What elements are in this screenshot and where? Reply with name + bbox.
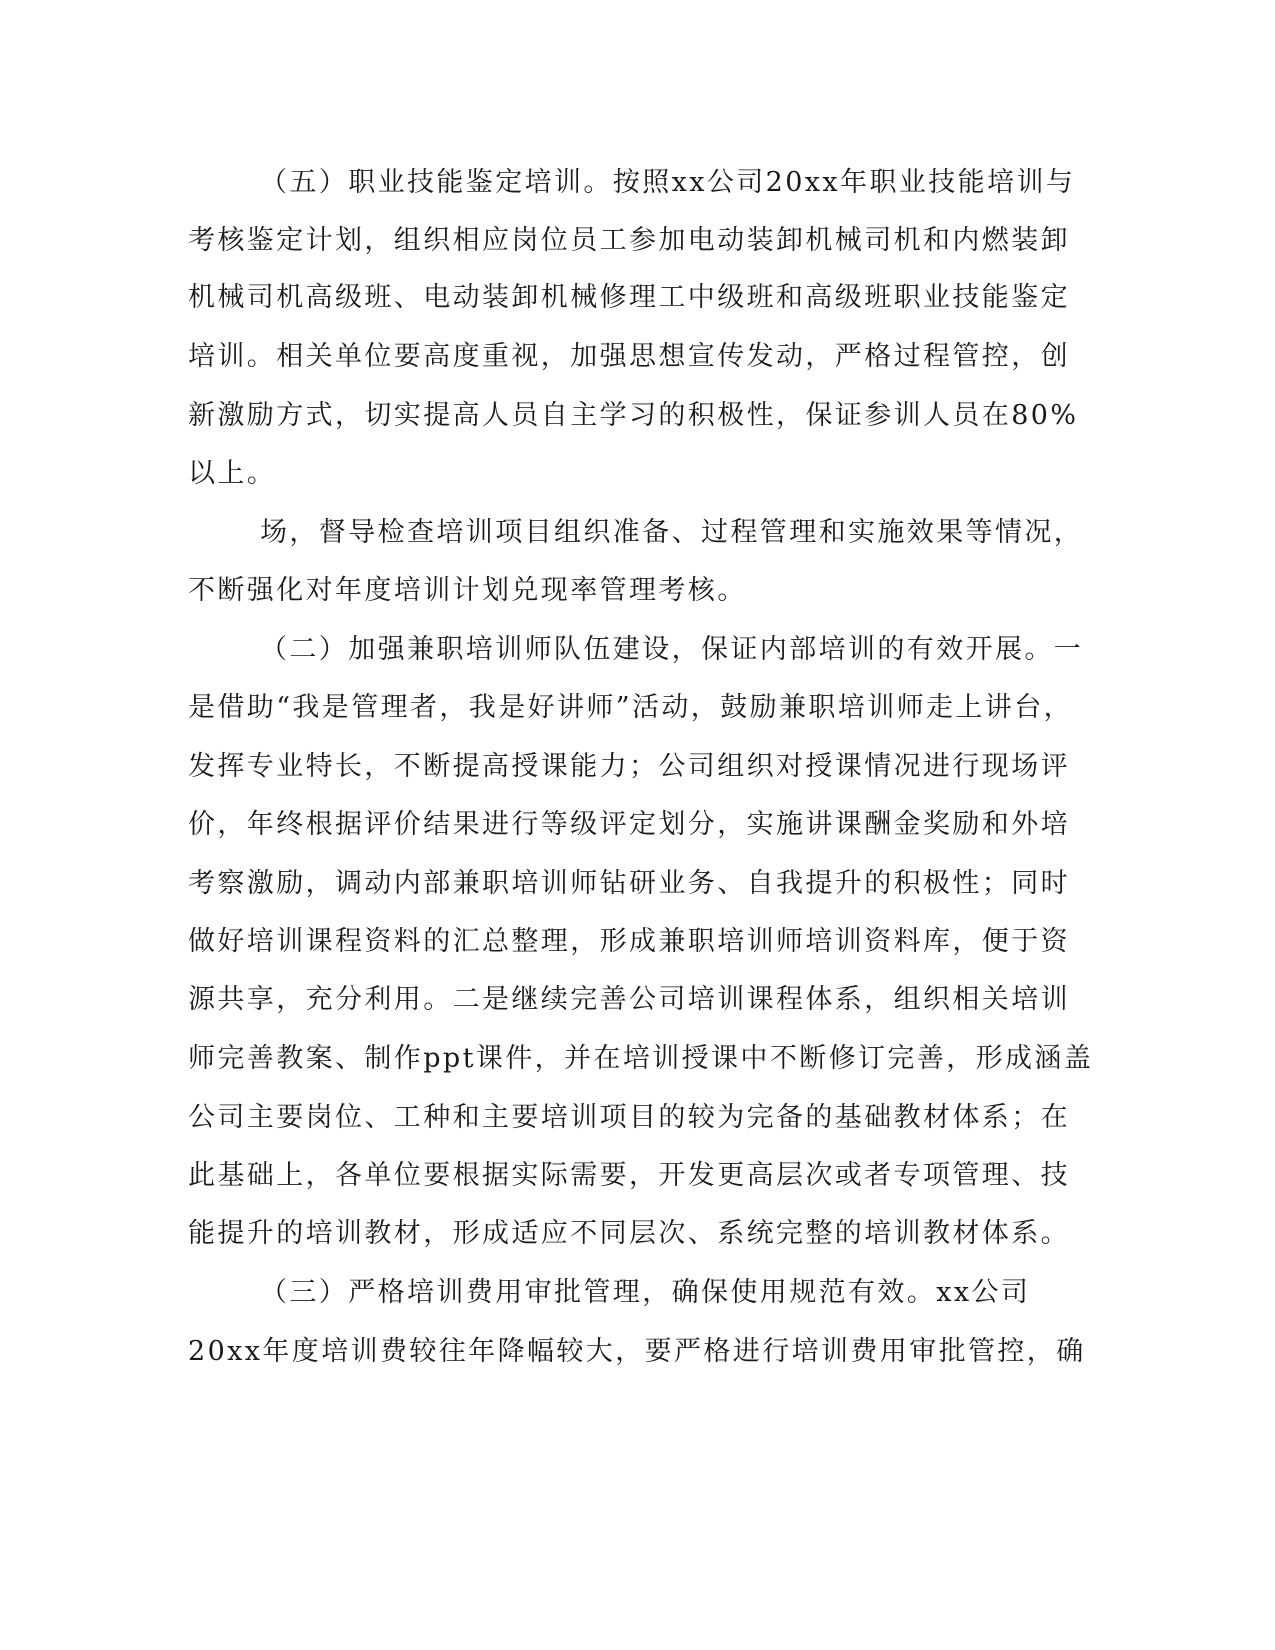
text-line: 培训。相关单位要高度重视，加强思想宣传发动，严格过程管控，创 <box>188 341 1070 372</box>
text-line: 源共享，充分利用。二是继续完善公司培训课程体系，组织相关培训 <box>188 984 1070 1015</box>
text-line: 是借助“我是管理者，我是好讲师”活动，鼓励兼职培训师走上讲台， <box>188 692 1074 723</box>
text-line: 机械司机高级班、电动装卸机械修理工中级班和高级班职业技能鉴定 <box>188 282 1070 313</box>
text-line: 新激励方式，切实提高人员自主学习的积极性，保证参训人员在80% <box>188 400 1079 431</box>
text-line: 师完善教案、制作ppt课件，并在培训授课中不断修订完善，形成涵盖 <box>188 1043 1094 1074</box>
text-line: 场，督导检查培训项目组织准备、过程管理和实施效果等情况， <box>260 517 1084 548</box>
text-line: 以上。 <box>188 458 277 489</box>
text-line: 考察激励，调动内部兼职培训师钻研业务、自我提升的积极性；同时 <box>188 868 1070 899</box>
text-line: （二）加强兼职培训师队伍建设，保证内部培训的有效开展。一 <box>260 634 1084 665</box>
text-line: 发挥专业特长，不断提高授课能力；公司组织对授课情况进行现场评 <box>188 751 1070 782</box>
text-line: 考核鉴定计划，组织相应岗位员工参加电动装卸机械司机和内燃装卸 <box>188 225 1070 256</box>
text-line: 此基础上，各单位要根据实际需要，开发更高层次或者专项管理、技 <box>188 1160 1070 1191</box>
text-line: 能提升的培训教材，形成适应不同层次、系统完整的培训教材体系。 <box>188 1218 1070 1249</box>
text-line: 价，年终根据评价结果进行等级评定划分，实施讲课酬金奖励和外培 <box>188 809 1070 840</box>
text-line: 做好培训课程资料的汇总整理，形成兼职培训师培训资料库，便于资 <box>188 926 1070 957</box>
text-line: 不断强化对年度培训计划兑现率管理考核。 <box>188 575 747 606</box>
text-line: 20xx年度培训费较往年降幅较大，要严格进行培训费用审批管控，确 <box>188 1336 1086 1367</box>
text-line: （三）严格培训费用审批管理，确保使用规范有效。xx公司 <box>260 1277 1031 1308</box>
text-line: （五）职业技能鉴定培训。按照xx公司20xx年职业技能培训与 <box>260 167 1076 198</box>
text-line: 公司主要岗位、工种和主要培训项目的较为完备的基础教材体系；在 <box>188 1102 1070 1133</box>
